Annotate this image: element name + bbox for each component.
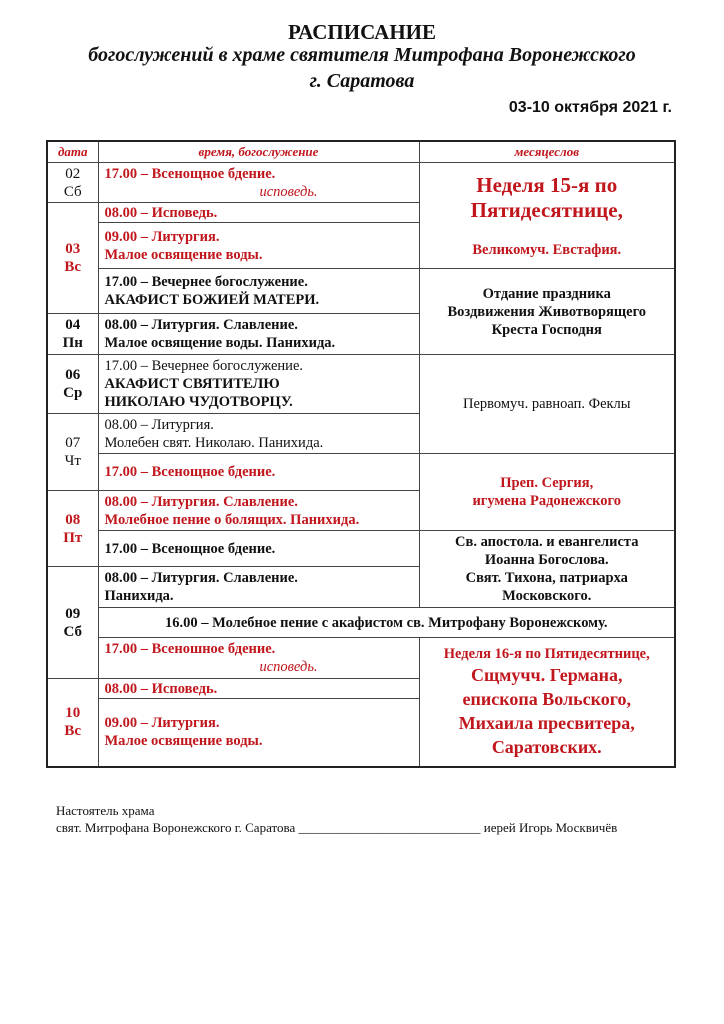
service-cell: 09.00 – Литургия. Малое освящение воды. — [98, 699, 419, 767]
day-cell: 07 Чт — [47, 414, 98, 491]
page-subtitle: богослужений в храме святителя Митрофана Воронежского — [88, 44, 636, 66]
service-cell: 08.00 – Исповедь. — [98, 679, 419, 699]
day-cell: 06 Ср — [47, 355, 98, 414]
menologion-cell: Св. апостола. и евангелиста Иоанна Богослова. Свят. Тихона, патриарха Московского. — [419, 531, 675, 608]
menologion-cell: Преп. Сергия, игумена Радонежского — [419, 454, 675, 531]
service-cell: 17.00 – Всенощное бдение. — [98, 531, 419, 567]
service-cell: 17.00 – Вечернее богослужение. АКАФИСТ СВЯТИТЕЛЮ НИКОЛАЮ ЧУДОТВОРЦУ. — [98, 355, 419, 414]
col-menologion: месяцеслов — [419, 141, 675, 163]
menologion-cell: Первомуч. равноап. Феклы — [419, 355, 675, 454]
day-cell: 04 Пн — [47, 314, 98, 355]
page-title: РАСПИСАНИЕ — [287, 20, 437, 44]
day-cell: 09 Сб — [47, 567, 98, 679]
footer-line2: свят. Митрофана Воронежского г. Саратова ____________________________ иерей Игорь Москвичёв — [56, 820, 618, 835]
day-cell: 03 Вс — [47, 203, 98, 314]
service-cell-wide: 16.00 – Молебное пение с акафистом св. Митрофану Воронежскому. — [98, 608, 675, 638]
day-cell: 10 Вс — [47, 679, 98, 767]
service-cell: 08.00 – Литургия. Славление. Молебное пение о болящих. Панихида. — [98, 491, 419, 531]
service-cell: 08.00 – Исповедь. — [98, 203, 419, 223]
service-cell: 17.00 – Всенощное бдение. — [98, 454, 419, 491]
service-cell: 17.00 – Всеношное бдение. исповедь. — [98, 638, 419, 679]
signer: иерей Игорь Москвичёв — [483, 820, 618, 835]
menologion-cell: Отдание праздника Воздвижения Животворящего Креста Господня — [419, 269, 675, 355]
service-cell: 08.00 – Литургия. Славление. Малое освящение воды. Панихида. — [98, 314, 419, 355]
col-service: время, богослужение — [98, 141, 419, 163]
col-date: дата — [47, 141, 98, 163]
service-cell: 09.00 – Литургия. Малое освящение воды. — [98, 223, 419, 269]
table-header — [47, 141, 675, 163]
footer-line1: Настоятель храма — [56, 803, 155, 818]
footer — [56, 802, 617, 836]
schedule-table — [46, 140, 676, 768]
service-cell: 17.00 – Вечернее богослужение. АКАФИСТ БОЖИЕЙ МАТЕРИ. — [98, 269, 419, 314]
service-cell: 08.00 – Литургия. Славление. Панихида. — [98, 567, 419, 608]
day-cell: 02 Сб — [47, 163, 98, 203]
service-cell: 08.00 – Литургия. Молебен свят. Николаю. Панихида. — [98, 414, 419, 454]
signature-line: ____________________________ — [298, 820, 481, 835]
menologion-cell: Неделя 15-я по Пятидесятнице, Великомуч. Евстафия. — [419, 163, 675, 269]
service-cell: 17.00 – Всенощное бдение. исповедь. — [98, 163, 419, 203]
date-range: 03-10 октября 2021 г. — [508, 99, 672, 116]
page-city: г. Саратова — [309, 70, 415, 92]
menologion-cell: Неделя 16-я по Пятидесятнице, Сщмучч. Германа, епископа Вольского, Михаила пресвитера, Саратовских. — [419, 638, 675, 767]
day-cell: 08 Пт — [47, 491, 98, 567]
